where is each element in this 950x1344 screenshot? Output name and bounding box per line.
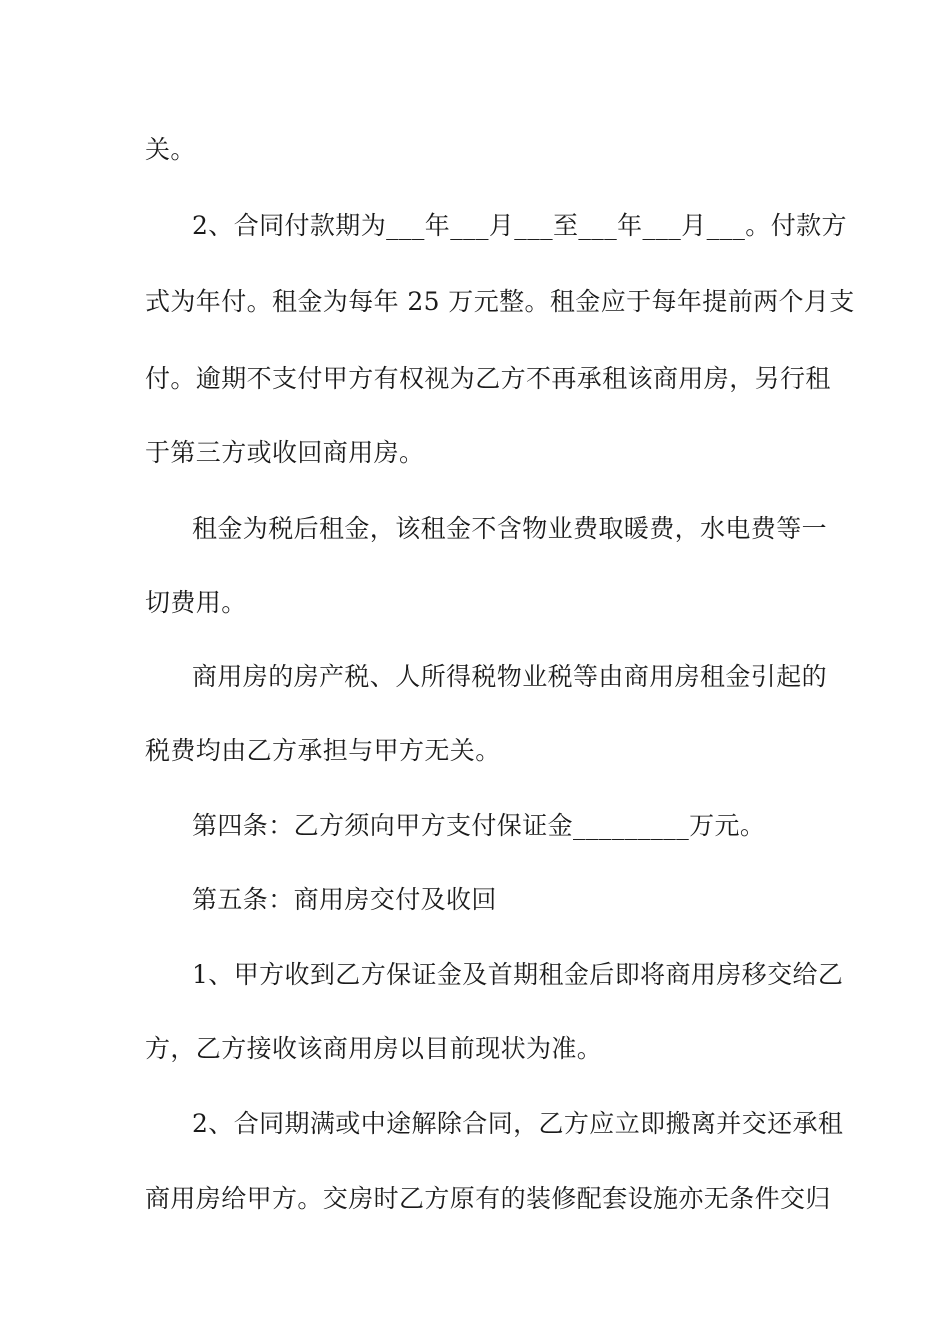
text-line: 式为年付。租金为每年 25 万元整。租金应于每年提前两个月支 (145, 287, 855, 316)
text-line: 商用房的房产税、人所得税物业税等由商用房租金引起的 (192, 662, 828, 691)
text-line: 于第三方或收回商用房。 (145, 438, 425, 467)
text-line: 第五条：商用房交付及收回 (192, 885, 497, 914)
text-line: 2、合同付款期为___年___月___至___年___月___。付款方 (192, 211, 847, 240)
text-line: 切费用。 (145, 588, 247, 617)
text-line: 税费均由乙方承担与甲方无关。 (145, 736, 501, 765)
text-line: 租金为税后租金，该租金不含物业费取暖费，水电费等一 (192, 514, 828, 543)
text-line: 方，乙方接收该商用房以目前现状为准。 (145, 1034, 603, 1063)
text-line: 付。逾期不支付甲方有权视为乙方不再承租该商用房，另行租 (145, 364, 831, 393)
text-line: 第四条：乙方须向甲方支付保证金_________万元。 (192, 811, 766, 840)
text-line: 商用房给甲方。交房时乙方原有的装修配套设施亦无条件交归 (145, 1184, 831, 1213)
text-line: 关。 (145, 135, 196, 164)
text-line: 1、甲方收到乙方保证金及首期租金后即将商用房移交给乙 (192, 960, 844, 989)
text-line: 2、合同期满或中途解除合同，乙方应立即搬离并交还承租 (192, 1109, 844, 1138)
